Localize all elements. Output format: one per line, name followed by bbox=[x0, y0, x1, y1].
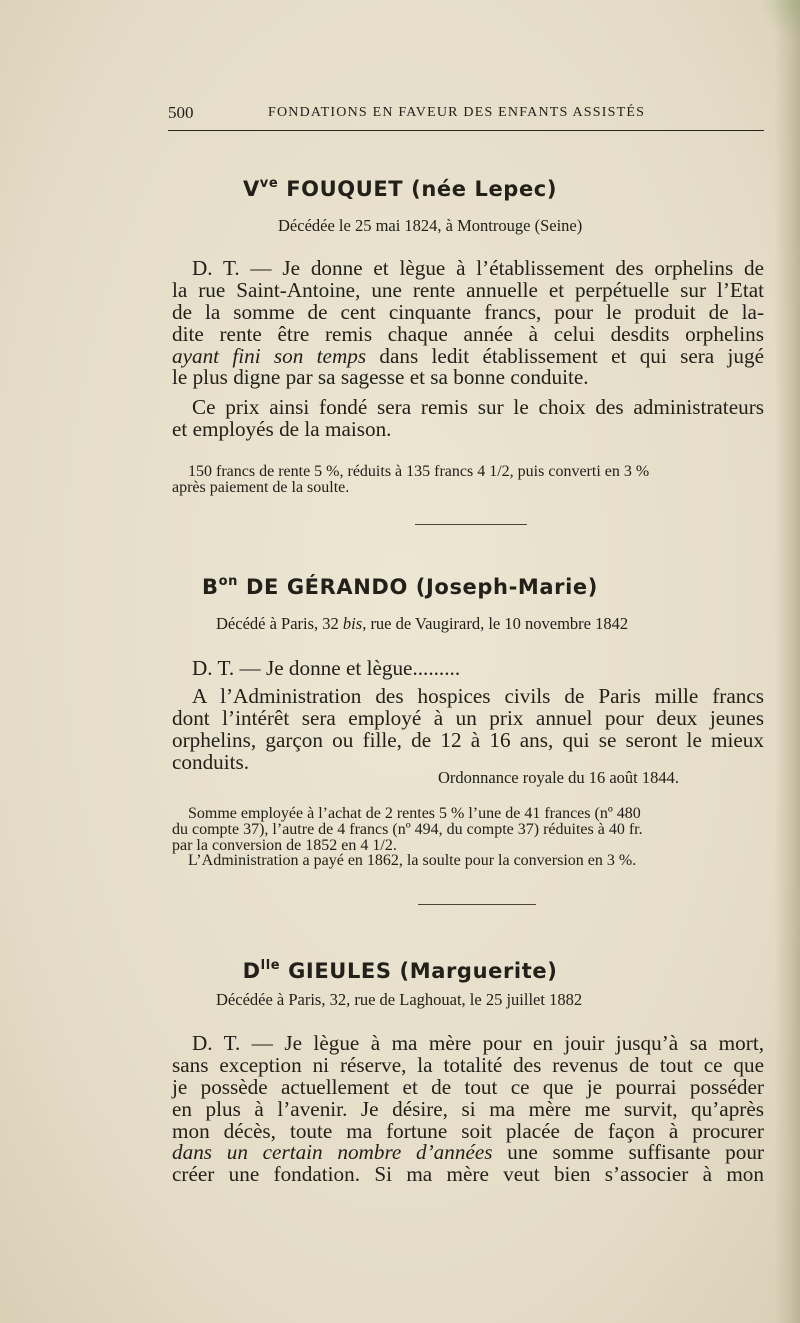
entry-subtitle-fouquet: Décédée le 25 mai 1824, à Montrouge (Seine) bbox=[278, 216, 583, 235]
page-number: 500 bbox=[168, 103, 194, 122]
fouquet-paragraph-2: Ce prix ainsi fondé sera remis sur le choix des administrateurs et employés de la maison. bbox=[172, 395, 764, 441]
de-gerando-paragraph-1: D. T. — Je donne et lègue......... bbox=[192, 656, 461, 680]
corner-stain bbox=[760, 0, 800, 40]
fouquet-paragraph-1: D. T. — Je donne et lègue à l’établissement des orphelins de la rue Saint-Antoine, une rente annuelle et perpétuelle sur l’Etat de la somme de cent cinquante francs, pour le produit de la- dite rente être remis chaque année à celui desdits orphelins ayant fini son temps dans ledit établissement et qui sera jugé le plus digne par sa sagesse et sa bonne conduite. bbox=[172, 256, 764, 390]
de-gerando-note: Somme employée à l’achat de 2 rentes 5 % l’une de 41 frances (nº 480 du compte 37), l’autre de 4 francs (nº 494, du compte 37) réduites à 40 fr. par la conversion de 1852 en 4 1/2. L’Administration a payé en 1862, la soulte pour la conversion en 3 %. bbox=[172, 805, 643, 870]
section-separator bbox=[415, 524, 527, 525]
fouquet-note: 150 francs de rente 5 %, réduits à 135 francs 4 1/2, puis converti en 3 % après paiement de la soulte. bbox=[172, 463, 650, 496]
entry-title-fouquet: $V^{ve}$ FOUQUET (née Lepec) bbox=[242, 176, 558, 201]
entry-subtitle-gieules: Décédée à Paris, 32, rue de Laghouat, le 25 juillet 1882 bbox=[216, 990, 583, 1009]
ordinance-line: Ordonnance royale du 16 août 1844. bbox=[438, 768, 680, 787]
header-rule bbox=[168, 130, 764, 131]
entry-subtitle-de-gerando: Décédé à Paris, 32 bis, rue de Vaugirard, le 10 novembre 1842 bbox=[216, 614, 629, 633]
entry-title-gieules: $D^{lle}$ GIEULES (Marguerite) bbox=[242, 958, 558, 983]
running-head: FONDATIONS EN FAVEUR DES ENFANTS ASSISTÉS bbox=[268, 105, 646, 120]
de-gerando-paragraph-2: A l’Administration des hospices civils de Paris mille francs dont l’intérêt sera employé à un prix annuel pour deux jeunes orphelins, garçon ou fille, de 12 à 16 ans, qui se seront le mieux conduits. bbox=[172, 684, 764, 774]
gieules-paragraph-1: D. T. — Je lègue à ma mère pour en jouir jusqu’à sa mort, sans exception ni réserve, la totalité des revenus de tout ce que je possède actuellement et de tout ce que je pourrai posséder en plus à l’avenir. Je désire, si ma mère me survit, qu’après mon décès, toute ma fortune soit placée de façon à procurer dans un certain nombre d’années une somme suffisante pour créer une fondation. Si ma mère veut bien s’associer à mon bbox=[172, 1031, 764, 1187]
page-header bbox=[168, 103, 764, 125]
section-separator bbox=[418, 904, 536, 905]
entry-title-de-gerando: $B^{on}$ DE GÉRANDO (Joseph-Marie) bbox=[202, 574, 598, 599]
